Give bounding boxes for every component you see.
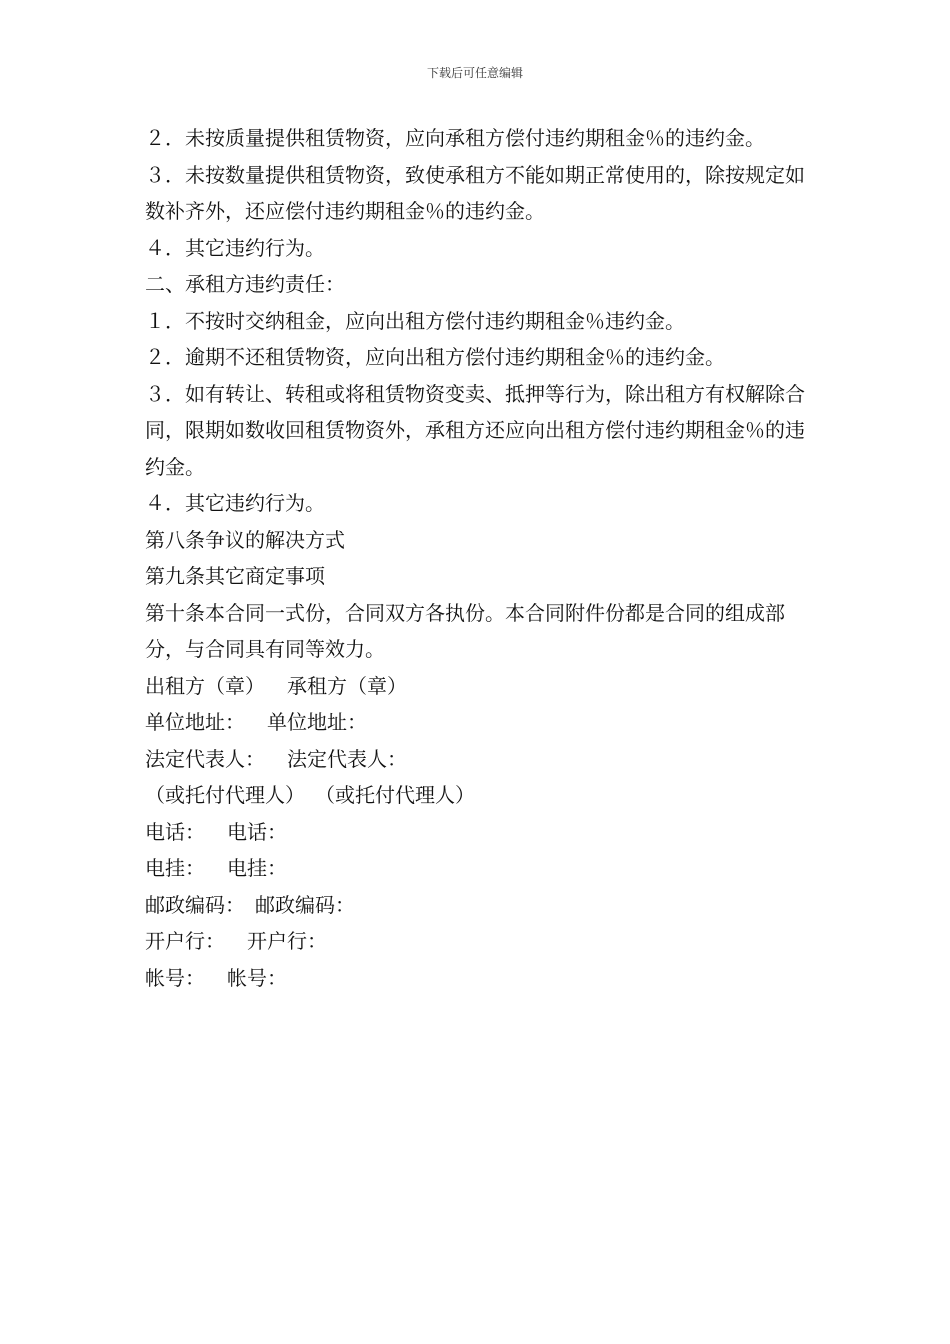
clause-item-transfer-sublease: ３．如有转让、转租或将租赁物资变卖、抵押等行为，除出租方有权解除合同，限期如数收回租赁物资外，承租方还应向出租方偿付违约期租金％的违约金。 [145, 381, 805, 479]
lessee-account-label: 帐号： [227, 965, 287, 990]
lessor-postcode-label: 邮政编码： [145, 892, 245, 917]
lessor-telegraph-label: 电挂： [145, 856, 205, 880]
clause-item-quantity-penalty: ３．未按数量提供租赁物资，致使承租方不能如期正常使用的，除按规定如数补齐外，还应偿付违约期租金％的违约金。 [145, 162, 805, 223]
lessee-phone-label: 电话： [227, 819, 287, 844]
section-heading-lessee-liability: 二、承租方违约责任： [145, 272, 345, 296]
lessor-representative-label: 法定代表人： [145, 746, 265, 771]
signature-row-account [145, 960, 810, 997]
signature-row-parties [145, 668, 810, 705]
article-eight-dispute-resolution: 第八条争议的解决方式 [145, 527, 345, 552]
lessee-postcode-label: 邮政编码： [255, 892, 355, 917]
lessor-address-label: 单位地址： [145, 710, 245, 734]
clause-item-overdue-return: ２．逾期不还租赁物资，应向出租方偿付违约期租金％的违约金。 [145, 345, 725, 369]
document-body [145, 120, 810, 996]
page-header-note: 下载后可任意编辑 [426, 66, 523, 80]
lessee-representative-label: 法定代表人： [287, 746, 407, 771]
signature-row-postcode [145, 887, 810, 924]
article-nine-other-matters: 第九条其它商定事项 [145, 564, 325, 588]
signature-row-agent [145, 777, 810, 814]
clause-item-other-breach: ４．其它违约行为。 [145, 235, 325, 260]
signature-row-representative [145, 741, 810, 778]
signature-row-phone [145, 814, 810, 851]
lessee-agent-label: （或托付代理人） [315, 783, 475, 807]
clause-item-other-breach-lessee: ４．其它违约行为。 [145, 491, 325, 515]
signature-row-bank [145, 923, 810, 960]
signature-row-telegraph [145, 850, 810, 887]
clause-item-quality-penalty: ２．未按质量提供租赁物资，应向承租方偿付违约期租金％的违约金。 [145, 126, 765, 150]
lessee-telegraph-label: 电挂： [227, 856, 287, 880]
lessor-bank-label: 开户行： [145, 929, 225, 953]
lessee-seal-label: 承租方（章） [287, 673, 407, 698]
signature-row-address [145, 704, 810, 741]
lessor-account-label: 帐号： [145, 965, 205, 990]
lessee-address-label: 单位地址： [267, 710, 367, 734]
lessee-bank-label: 开户行： [247, 929, 327, 953]
article-ten-copies: 第十条本合同一式份，合同双方各执份。本合同附件份都是合同的组成部分，与合同具有同等效力。 [145, 600, 785, 661]
lessor-agent-label: （或托付代理人） [145, 783, 305, 807]
lessor-seal-label: 出租方（章） [145, 673, 265, 698]
lessor-phone-label: 电话： [145, 819, 205, 844]
clause-item-late-rent: １．不按时交纳租金，应向出租方偿付违约期租金％违约金。 [145, 308, 685, 333]
